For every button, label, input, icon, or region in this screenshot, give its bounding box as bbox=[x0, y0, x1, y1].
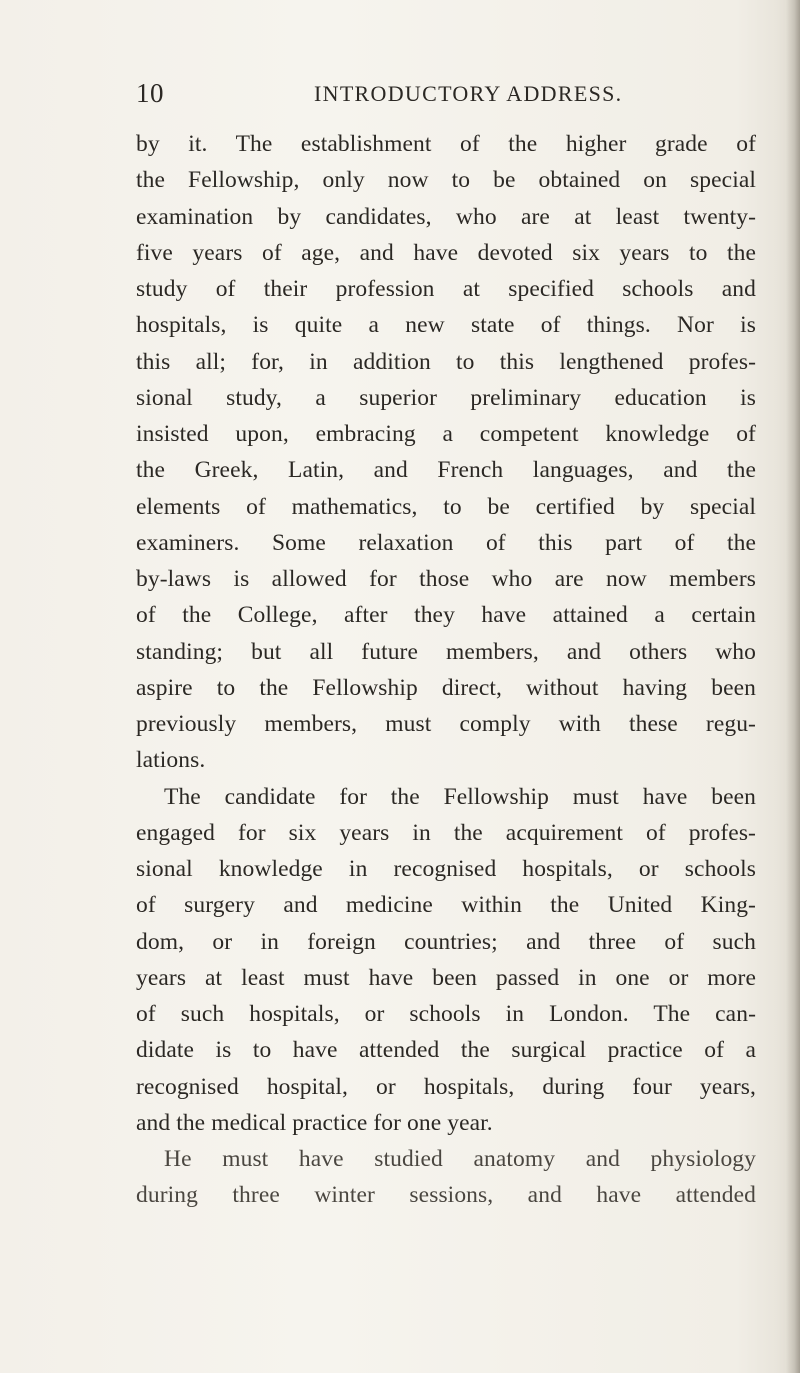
text-line: of such hospitals, or schools in London. The can- bbox=[136, 1001, 756, 1027]
text-line: dom, or in foreign countries; and three of such bbox=[136, 928, 756, 955]
text-line: of surgery and medicine within the United King- bbox=[136, 892, 756, 919]
text-line: elements of mathematics, to be certified by special bbox=[136, 493, 756, 520]
running-head: INTRODUCTORY ADDRESS. bbox=[314, 81, 623, 106]
text-line: five years of age, and have devoted six years to the bbox=[136, 239, 756, 266]
text-line: of the College, after they have attained a certain bbox=[136, 602, 756, 629]
text-line: study of their profession at specified schools and bbox=[136, 276, 756, 302]
paragraph-end-line: and the medical practice for one year. bbox=[136, 1109, 493, 1136]
text-line: previously members, must comply with these regu- bbox=[136, 711, 756, 737]
text-line: examiners. Some relaxation of this part of the bbox=[136, 529, 756, 556]
text-line: insisted upon, embracing a competent knowledge of bbox=[136, 421, 756, 447]
body-text bbox=[136, 126, 756, 1214]
text-line: hospitals, is quite a new state of things. Nor is bbox=[136, 312, 756, 339]
page-edge-shadow bbox=[786, 0, 800, 1373]
text-line: the Fellowship, only now to be obtained on special bbox=[136, 167, 756, 194]
page-header bbox=[136, 78, 756, 118]
text-line: sional knowledge in recognised hospitals, or schools bbox=[136, 856, 756, 882]
text-line: by it. The establishment of the higher grade of bbox=[136, 131, 756, 157]
text-line: recognised hospital, or hospitals, during four years, bbox=[136, 1073, 756, 1100]
paragraph-start-line: The candidate for the Fellowship must have been bbox=[164, 783, 756, 810]
text-line: examination by candidates, who are at least twenty- bbox=[136, 203, 756, 230]
text-line: aspire to the Fellowship direct, without having been bbox=[136, 674, 756, 701]
text-line: sional study, a superior preliminary education is bbox=[136, 384, 756, 411]
text-line: during three winter sessions, and have attended bbox=[136, 1182, 756, 1209]
text-line: the Greek, Latin, and French languages, and the bbox=[136, 457, 756, 484]
text-line: by-laws is allowed for those who are now members bbox=[136, 566, 756, 592]
text-line: didate is to have attended the surgical practice of a bbox=[136, 1037, 756, 1064]
text-line: years at least must have been passed in one or more bbox=[136, 964, 756, 991]
text-line: standing; but all future members, and others who bbox=[136, 638, 756, 665]
paragraph-start-line: He must have studied anatomy and physiology bbox=[164, 1146, 756, 1172]
paragraph-end-line: lations. bbox=[136, 747, 206, 774]
text-line: this all; for, in addition to this lengthened profes- bbox=[136, 348, 756, 375]
text-line: engaged for six years in the acquirement of profes- bbox=[136, 819, 756, 846]
page-number: 10 bbox=[136, 78, 164, 108]
